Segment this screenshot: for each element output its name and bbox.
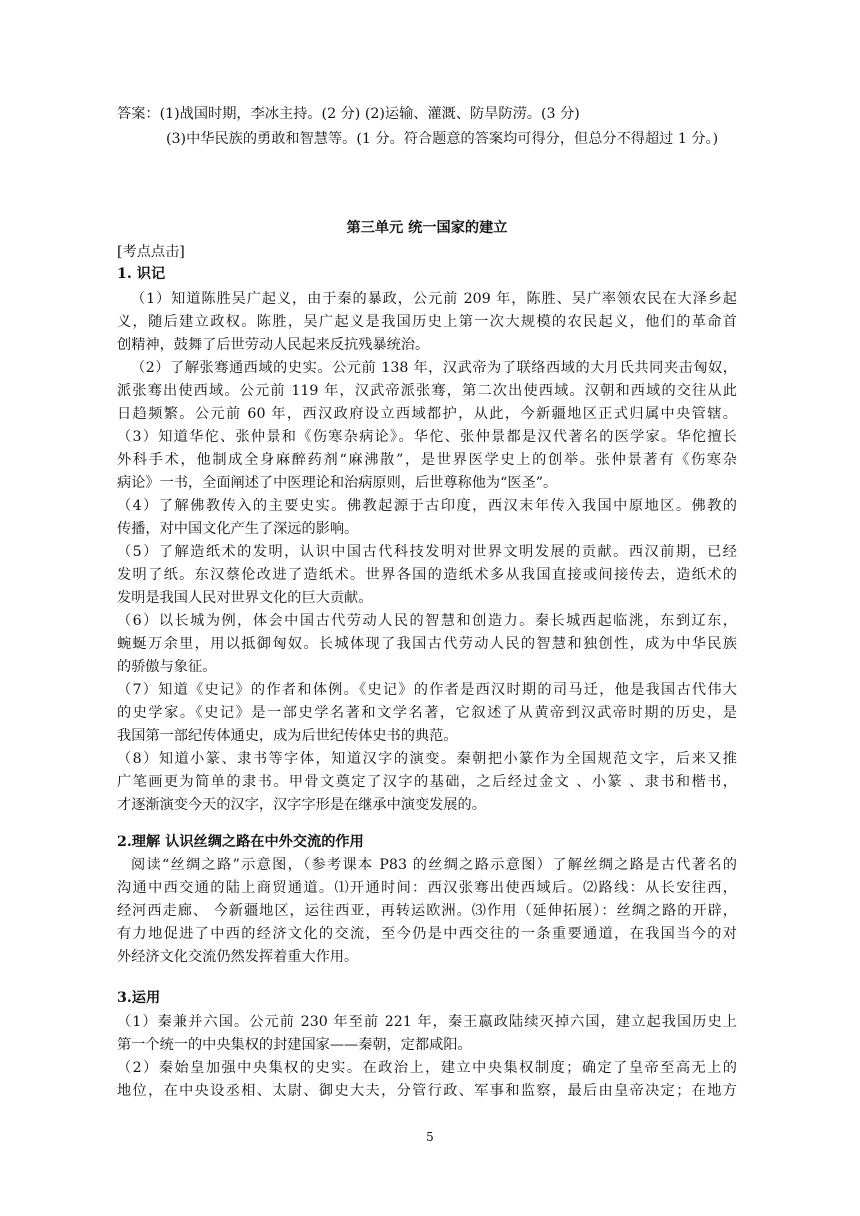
answer-line-2: (3)中华民族的勇敢和智慧等。(1 分。符合题意的答案均可得分，但总分不得超过 1 分。) <box>166 131 719 147</box>
unit-title: 第三单元 统一国家的建立 <box>346 220 508 236</box>
s1-line-14: （6）以长城为例，体会中国古代劳动人民的智慧和创造力。秦长城西起临洮，东到辽东， <box>117 613 737 629</box>
s1-line-15: 蜿蜒万余里，用以抵御匈奴。长城体现了我国古代劳动人民的智慧和独创性，成为中华民族 <box>117 636 737 652</box>
s1-line-10: 传播，对中国文化产生了深远的影响。 <box>117 521 359 537</box>
kaodian-heading: [考点点击] <box>117 244 185 260</box>
s1-line-19: 我国第一部纪传体通史，成为后世纪传体史书的典范。 <box>117 728 458 744</box>
page-number: 5 <box>426 1130 434 1144</box>
s1-line-5: 日趋频繁。公元前 60 年，西汉政府设立西域都护，从此，今新疆地区正式归属中央管辖。 <box>117 406 737 422</box>
section-1-heading: 1. 识记 <box>117 266 166 282</box>
section-2-heading: 2.理解 认识丝绸之路在中外交流的作用 <box>117 834 364 850</box>
s3-line-2: （2）秦始皇加强中央集权的史实。在政治上，建立中央集权制度；确定了皇帝至高无上的 <box>117 1060 737 1076</box>
s3-line-1: 第一个统一的中央集权的封建国家——秦朝，定都咸阳。 <box>117 1037 472 1053</box>
s1-line-4: 派张骞出使西域。公元前 119 年，汉武帝派张骞，第二次出使西域。汉朝和西域的交往从此 <box>117 383 737 399</box>
s2-line-1: 沟通中西交通的陆上商贸通道。⑴开通时间：西汉张骞出使西域后。⑵路线：从长安往西， <box>117 880 737 896</box>
s3-line-0: （1）秦兼并六国。公元前 230 年至前 221 年，秦王嬴政陆续灭掉六国，建立起我国历史上 <box>117 1014 737 1030</box>
s2-line-0: 阅读“丝绸之路”示意图，（参考课本 P83 的丝绸之路示意图）了解丝绸之路是古代著名的 <box>131 857 737 873</box>
s1-line-21: 广笔画更为简单的隶书。甲骨文奠定了汉字的基础，之后经过金文 、小篆 、隶书和楷书， <box>117 774 737 790</box>
s1-line-3: （2）了解张骞通西域的史实。公元前 138 年，汉武帝为了联络西域的大月氏共同夹击匈奴， <box>131 360 737 376</box>
s1-line-11: （5）了解造纸术的发明，认识中国古代科技发明对世界文明发展的贡献。西汉前期，已经 <box>117 544 737 560</box>
s1-line-22: 才逐渐演变今天的汉字，汉字字形是在继承中演变发展的。 <box>117 797 486 813</box>
s1-line-12: 发明了纸。东汉蔡伦改进了造纸术。世界各国的造纸术多从我国直接或间接传去，造纸术的 <box>117 567 737 583</box>
s1-line-20: （8）知道小篆、隶书等字体，知道汉字的演变。秦朝把小篆作为全国规范文字，后来又推 <box>117 751 737 767</box>
s1-line-9: （4）了解佛教传入的主要史实。佛教起源于古印度，西汉末年传入我国中原地区。佛教的 <box>117 498 737 514</box>
s1-line-2: 创精神，鼓舞了后世劳动人民起来反抗残暴统治。 <box>117 337 430 353</box>
s1-line-6: （3）知道华佗、张仲景和《伤寒杂病论》。华佗、张仲景都是汉代著名的医学家。华佗擅长 <box>117 429 737 445</box>
s1-line-16: 的骄傲与象征。 <box>117 659 217 675</box>
s1-line-7: 外科手术，他制成全身麻醉药剂“麻沸散”，是世界医学史上的创举。张仲景著有《伤寒杂 <box>117 452 737 468</box>
s1-line-18: 的史学家。《史记》是一部史学名著和文学名著，它叙述了从黄帝到汉武帝时期的历史，是 <box>117 705 737 721</box>
s1-line-13: 发明是我国人民对世界文化的巨大贡献。 <box>117 590 373 606</box>
s1-line-1: 义，随后建立政权。陈胜，吴广起义是我国历史上第一次大规模的农民起义，他们的革命首 <box>117 314 737 330</box>
s2-line-2: 经河西走廊、 今新疆地区，运往西亚，再转运欧洲。⑶作用（延伸拓展）：丝绸之路的开辟， <box>117 903 737 919</box>
section-3-heading: 3.运用 <box>117 990 161 1006</box>
answer-line-1: 答案：(1)战国时期，李冰主持。(2 分) (2)运输、灌溉、防旱防涝。(3 分) <box>117 106 580 122</box>
s2-line-4: 外经济文化交流仍然发挥着重大作用。 <box>117 949 359 965</box>
s3-line-3: 地位，在中央设丞相、太尉、御史大夫，分管行政、军事和监察，最后由皇帝决定；在地方 <box>117 1083 737 1099</box>
s1-line-8: 病论》一书，全面阐述了中医理论和治病原则，后世尊称他为“医圣”。 <box>117 475 558 491</box>
s1-line-17: （7）知道《史记》的作者和体例。《史记》的作者是西汉时期的司马迁，他是我国古代伟大 <box>117 682 737 698</box>
s1-line-0: （1）知道陈胜吴广起义，由于秦的暴政，公元前 209 年，陈胜、吴广率领农民在大泽乡起 <box>131 291 737 307</box>
s2-line-3: 有力地促进了中西的经济文化的交流，至今仍是中西交往的一条重要通道，在我国当今的对 <box>117 926 737 942</box>
